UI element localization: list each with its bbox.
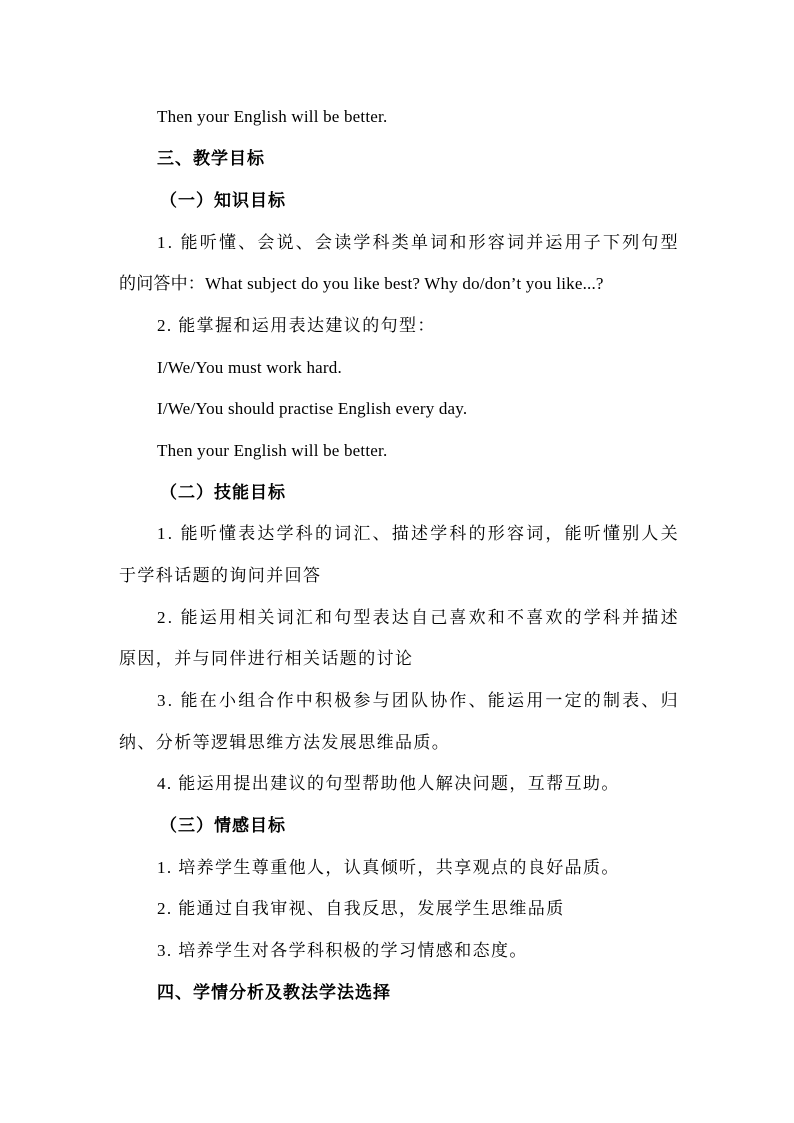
text-line: 1. 能听懂表达学科的词汇、描述学科的形容词，能听懂别人关 xyxy=(157,524,680,543)
text-line: 于学科话题的询问并回答 xyxy=(119,566,322,585)
text-line: 1. 培养学生尊重他人，认真倾听，共享观点的良好品质。 xyxy=(157,858,620,877)
section-heading-analysis: 四、学情分析及教法学法选择 xyxy=(157,983,391,1002)
text-line: Then your English will be better. xyxy=(157,441,388,460)
text-line: Then your English will be better. xyxy=(157,107,388,126)
text-line: I/We/You should practise English every day. xyxy=(157,399,468,418)
subsection-heading-knowledge: （一）知识目标 xyxy=(160,191,286,210)
text-line: 2. 能掌握和运用表达建议的句型： xyxy=(157,316,436,335)
subsection-heading-emotion: （三）情感目标 xyxy=(160,816,286,835)
text-line: 3. 培养学生对各学科积极的学习情感和态度。 xyxy=(157,941,528,960)
text-line: I/We/You must work hard. xyxy=(157,358,342,377)
text-line: 原因，并与同伴进行相关话题的讨论 xyxy=(119,649,414,668)
text-line: 4. 能运用提出建议的句型帮助他人解决问题，互帮互助。 xyxy=(157,774,620,793)
text-line: 2. 能运用相关词汇和句型表达自己喜欢和不喜欢的学科并描述 xyxy=(157,608,680,627)
section-heading-teaching-goals: 三、教学目标 xyxy=(157,149,265,168)
text-line: 1. 能听懂、会说、会读学科类单词和形容词并运用子下列句型 xyxy=(157,233,680,252)
text-line: 2. 能通过自我审视、自我反思，发展学生思维品质 xyxy=(157,899,565,918)
text-line: 的问答中：What subject do you like best? Why do/don’t you like...? xyxy=(119,274,604,293)
text-line: 3. 能在小组合作中积极参与团队协作、能运用一定的制表、归 xyxy=(157,691,680,710)
subsection-heading-skills: （二）技能目标 xyxy=(160,483,286,502)
text-line: 纳、分析等逻辑思维方法发展思维品质。 xyxy=(119,733,451,752)
